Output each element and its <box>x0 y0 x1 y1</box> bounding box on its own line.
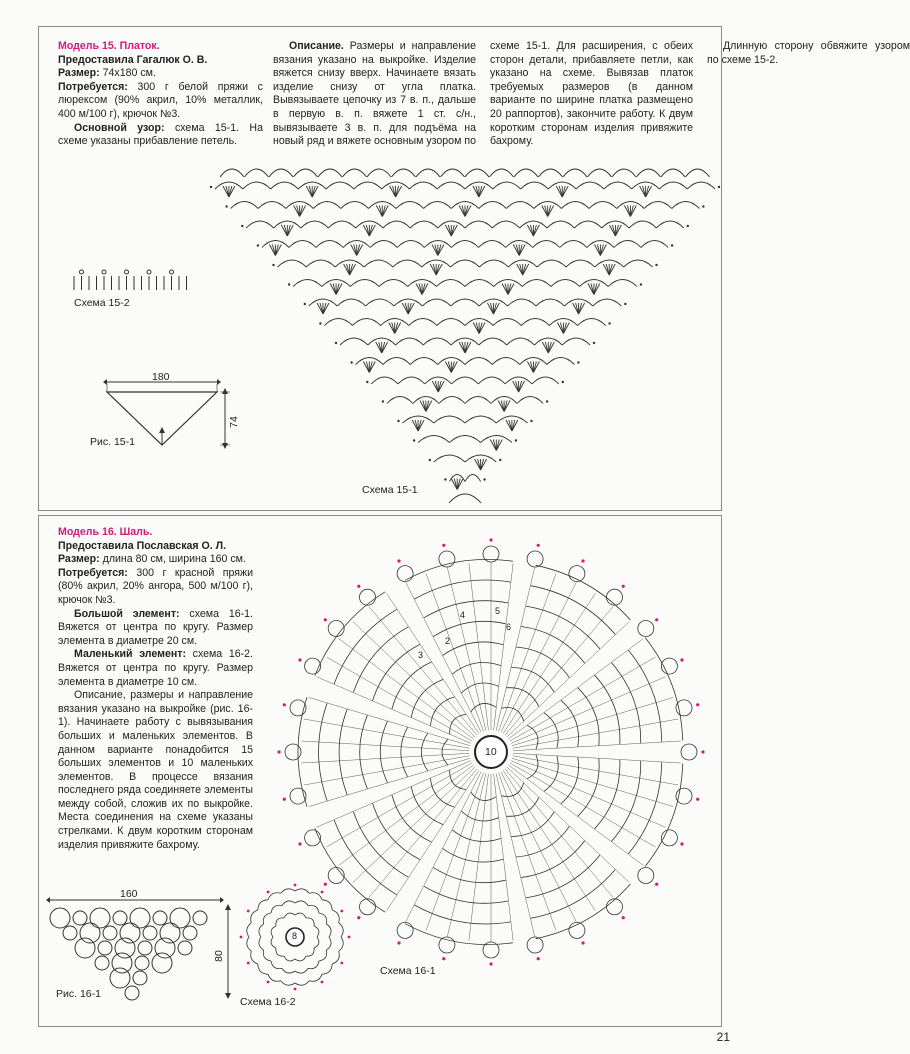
model16-small-value: схема 16-2. Вяжется от центра по кругу. Размер элемента в диаметре 10 см. <box>58 648 253 688</box>
row-label: 6 <box>506 622 512 632</box>
model15-materials-value: 300 г белой пряжи с люрексом (90% акрил, 10% металлик, 400 м/100 г), крючок №3. <box>58 80 263 120</box>
fig-16-1-width: 160 <box>120 888 138 900</box>
page-number: 21 <box>716 1030 730 1044</box>
model15-size-value: 74x180 см. <box>102 67 156 80</box>
scheme-16-1-center-number: 10 <box>485 746 497 758</box>
model16-col <box>58 526 253 852</box>
row-label: 4 <box>460 610 466 620</box>
model16-size-value: длина 80 см, ширина 160 см. <box>102 553 246 566</box>
model15-description-block <box>273 40 910 150</box>
model16-title: Модель 16. Шаль. <box>58 526 153 538</box>
model16-description: Описание, размеры и направление вязания указано на выкройке (рис. 16-1). Начинаете работу с вывязывания больших и маленьких элементов. В данном варианте понадобится 15 больших элементов и 10 маленьких элементов. В процессе вязания последнего ряда соединяете элементы между собой, сложив их по выкройке. Места соединения на схеме указаны стрелками. К двум коротким сторонам изделия привяжите бахрому. <box>58 689 253 851</box>
scheme-16-2-caption: Схема 16-2 <box>240 996 296 1008</box>
model15-materials-label: Потребуется: <box>58 80 128 93</box>
row-label: 5 <box>495 606 501 616</box>
fig-15-1-width: 180 <box>152 371 170 383</box>
model15-description-label: Описание. <box>289 40 344 52</box>
model16-materials-label: Потребуется: <box>58 566 128 579</box>
model15-edge-text: Длинную сторону обвяжите узором по схеме 15-2. <box>707 40 910 66</box>
model15-size-label: Размер: <box>58 67 100 80</box>
model16-materials-value: 300 г красной пряжи (80% акрил, 20% ангора, 500 м/100 г), крючок №3. <box>58 566 253 606</box>
row-label: 3 <box>418 650 424 660</box>
fig-15-1-caption: Рис. 15-1 <box>90 436 135 448</box>
model15-title: Модель 15. Платок. <box>58 40 160 52</box>
model16-big-value: схема 16-1. Вяжется от центра по кругу. Размер элемента в диаметре 20 см. <box>58 607 253 647</box>
scheme-16-1-caption: Схема 16-1 <box>380 965 436 977</box>
scheme-15-1-caption: Схема 15-1 <box>362 484 418 496</box>
row-label: 2 <box>445 636 451 646</box>
fig-16-1-caption: Рис. 16-1 <box>56 988 101 1000</box>
model16-big-label: Большой элемент: <box>74 607 180 620</box>
model16-small-label: Маленький элемент: <box>74 648 186 661</box>
model16-size-label: Размер: <box>58 553 100 566</box>
fig-16-1-diagram <box>40 890 240 1000</box>
model15-pattern-label: Основной узор: <box>74 121 165 134</box>
model15-description-value: Размеры и направление вязания указано на выкройке. Изделие вяжется снизу вверх. Начинаете вязать изделие снизу от угла платка. Вывязываете цепочку из 7 в. п., дальше в первую в. п. вяжете 1 ст. с/н., вывязываете 3 в. п. для подъёма на новый ряд и вяжете основным узором по схеме 15-1. Для расширения, с обеих сторон детали, прибавляете петли, как указано на схеме. Вывязав платок требуемых размеров (в данном варианте по ширине платка размещено 20 раппортов), закончите работу. К двум коротким сторонам изделия привяжите бахрому. <box>273 40 693 148</box>
scheme-16-2-center-number: 8 <box>292 931 298 941</box>
fig-16-1-height: 80 <box>212 950 225 962</box>
model15-author: Предоставила Гагалюк О. В. <box>58 53 208 66</box>
model16-author: Предоставила Пославская О. Л. <box>58 539 227 552</box>
model15-col1 <box>58 40 263 149</box>
scheme-15-2-chart <box>70 268 195 294</box>
model15-pattern-value: схема 15-1. На схеме указаны прибавление петель. <box>58 121 263 148</box>
scheme-15-1-chart <box>200 155 720 500</box>
scheme-15-2-caption: Схема 15-2 <box>74 297 130 309</box>
fig-15-1-height: 74 <box>227 416 240 428</box>
